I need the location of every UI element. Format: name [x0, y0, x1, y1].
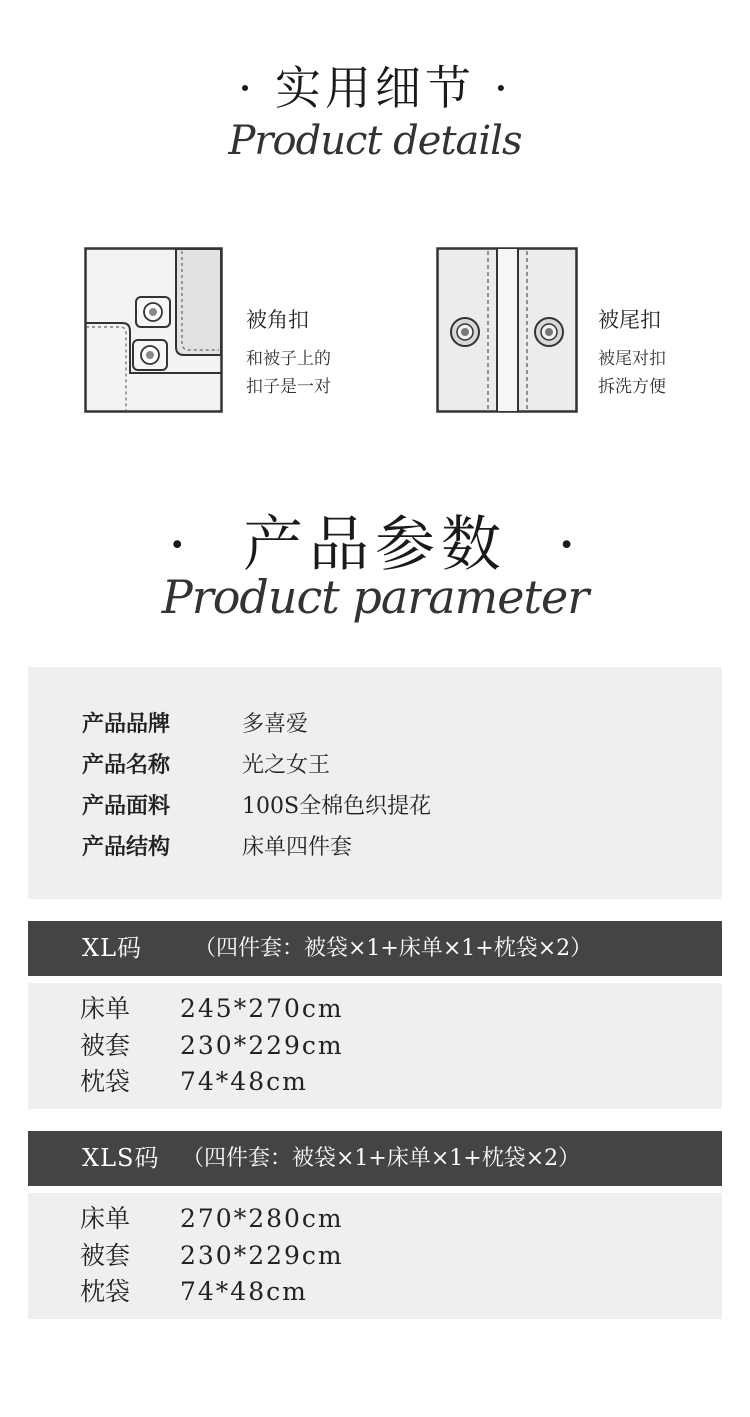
- detail-desc-tail-1: 被尾对扣: [598, 349, 666, 369]
- detail-desc-corner-1: 和被子上的: [246, 349, 331, 369]
- size-row: [80, 992, 344, 1026]
- size-header-xl: [28, 921, 722, 976]
- details-script-subtitle: Product details: [228, 118, 522, 164]
- detail-heading-corner: 被角扣: [246, 308, 309, 332]
- param-row-structure: [82, 832, 352, 862]
- size-row: [80, 1065, 308, 1099]
- param-label: 产品名称: [82, 752, 171, 778]
- details-title: · 实用细节 ·: [237, 61, 513, 115]
- param-value: 床单四件套: [242, 835, 353, 860]
- size-row-value: 74*48cm: [180, 1277, 308, 1306]
- size-row-value: 230*229cm: [180, 1241, 344, 1270]
- size-row: [80, 1029, 344, 1063]
- size-row-label: 被套: [80, 1031, 131, 1060]
- param-row-name: [82, 750, 330, 780]
- param-value: 多喜爱: [242, 712, 309, 737]
- size-row-label: 床单: [80, 1204, 131, 1233]
- size-row-value: 230*229cm: [180, 1031, 344, 1060]
- size-header-xls: [28, 1131, 722, 1186]
- detail-heading-tail: 被尾扣: [598, 308, 661, 332]
- size-row: [80, 1239, 344, 1273]
- parameters-title: · 产品参数 ·: [167, 510, 583, 580]
- param-label: 产品品牌: [82, 711, 171, 737]
- param-value: 光之女王: [242, 753, 331, 778]
- size-row-label: 枕袋: [80, 1277, 131, 1306]
- size-row: [80, 1275, 308, 1309]
- size-row-value: 245*270cm: [180, 994, 344, 1023]
- size-table-xls: [28, 1193, 722, 1319]
- detail-desc-corner-2: 扣子是一对: [246, 377, 331, 397]
- size-row-label: 床单: [80, 994, 131, 1023]
- param-value: 100S全棉色织提花: [242, 794, 432, 819]
- size-desc: （四件套：被袋×1+床单×1+枕袋×2）: [182, 1146, 581, 1171]
- parameters-script-subtitle: Product parameter: [161, 570, 589, 624]
- size-table-xl: [28, 983, 722, 1109]
- size-row: [80, 1202, 344, 1236]
- param-row-fabric: [82, 791, 431, 821]
- size-desc: （四件套：被袋×1+床单×1+枕袋×2）: [194, 936, 593, 961]
- size-code: XL码: [82, 934, 143, 962]
- size-row-label: 被套: [80, 1241, 131, 1270]
- corner-button-icon: [84, 247, 224, 413]
- param-label: 产品面料: [82, 793, 171, 819]
- param-row-brand: [82, 709, 308, 739]
- detail-desc-tail-2: 拆洗方便: [598, 377, 666, 397]
- size-code: XLS码: [82, 1144, 160, 1172]
- size-row-label: 枕袋: [80, 1067, 131, 1096]
- parameters-table: [28, 667, 722, 899]
- size-row-value: 270*280cm: [180, 1204, 344, 1233]
- size-row-value: 74*48cm: [180, 1067, 308, 1096]
- param-label: 产品结构: [82, 834, 171, 860]
- tail-button-icon: [436, 247, 578, 413]
